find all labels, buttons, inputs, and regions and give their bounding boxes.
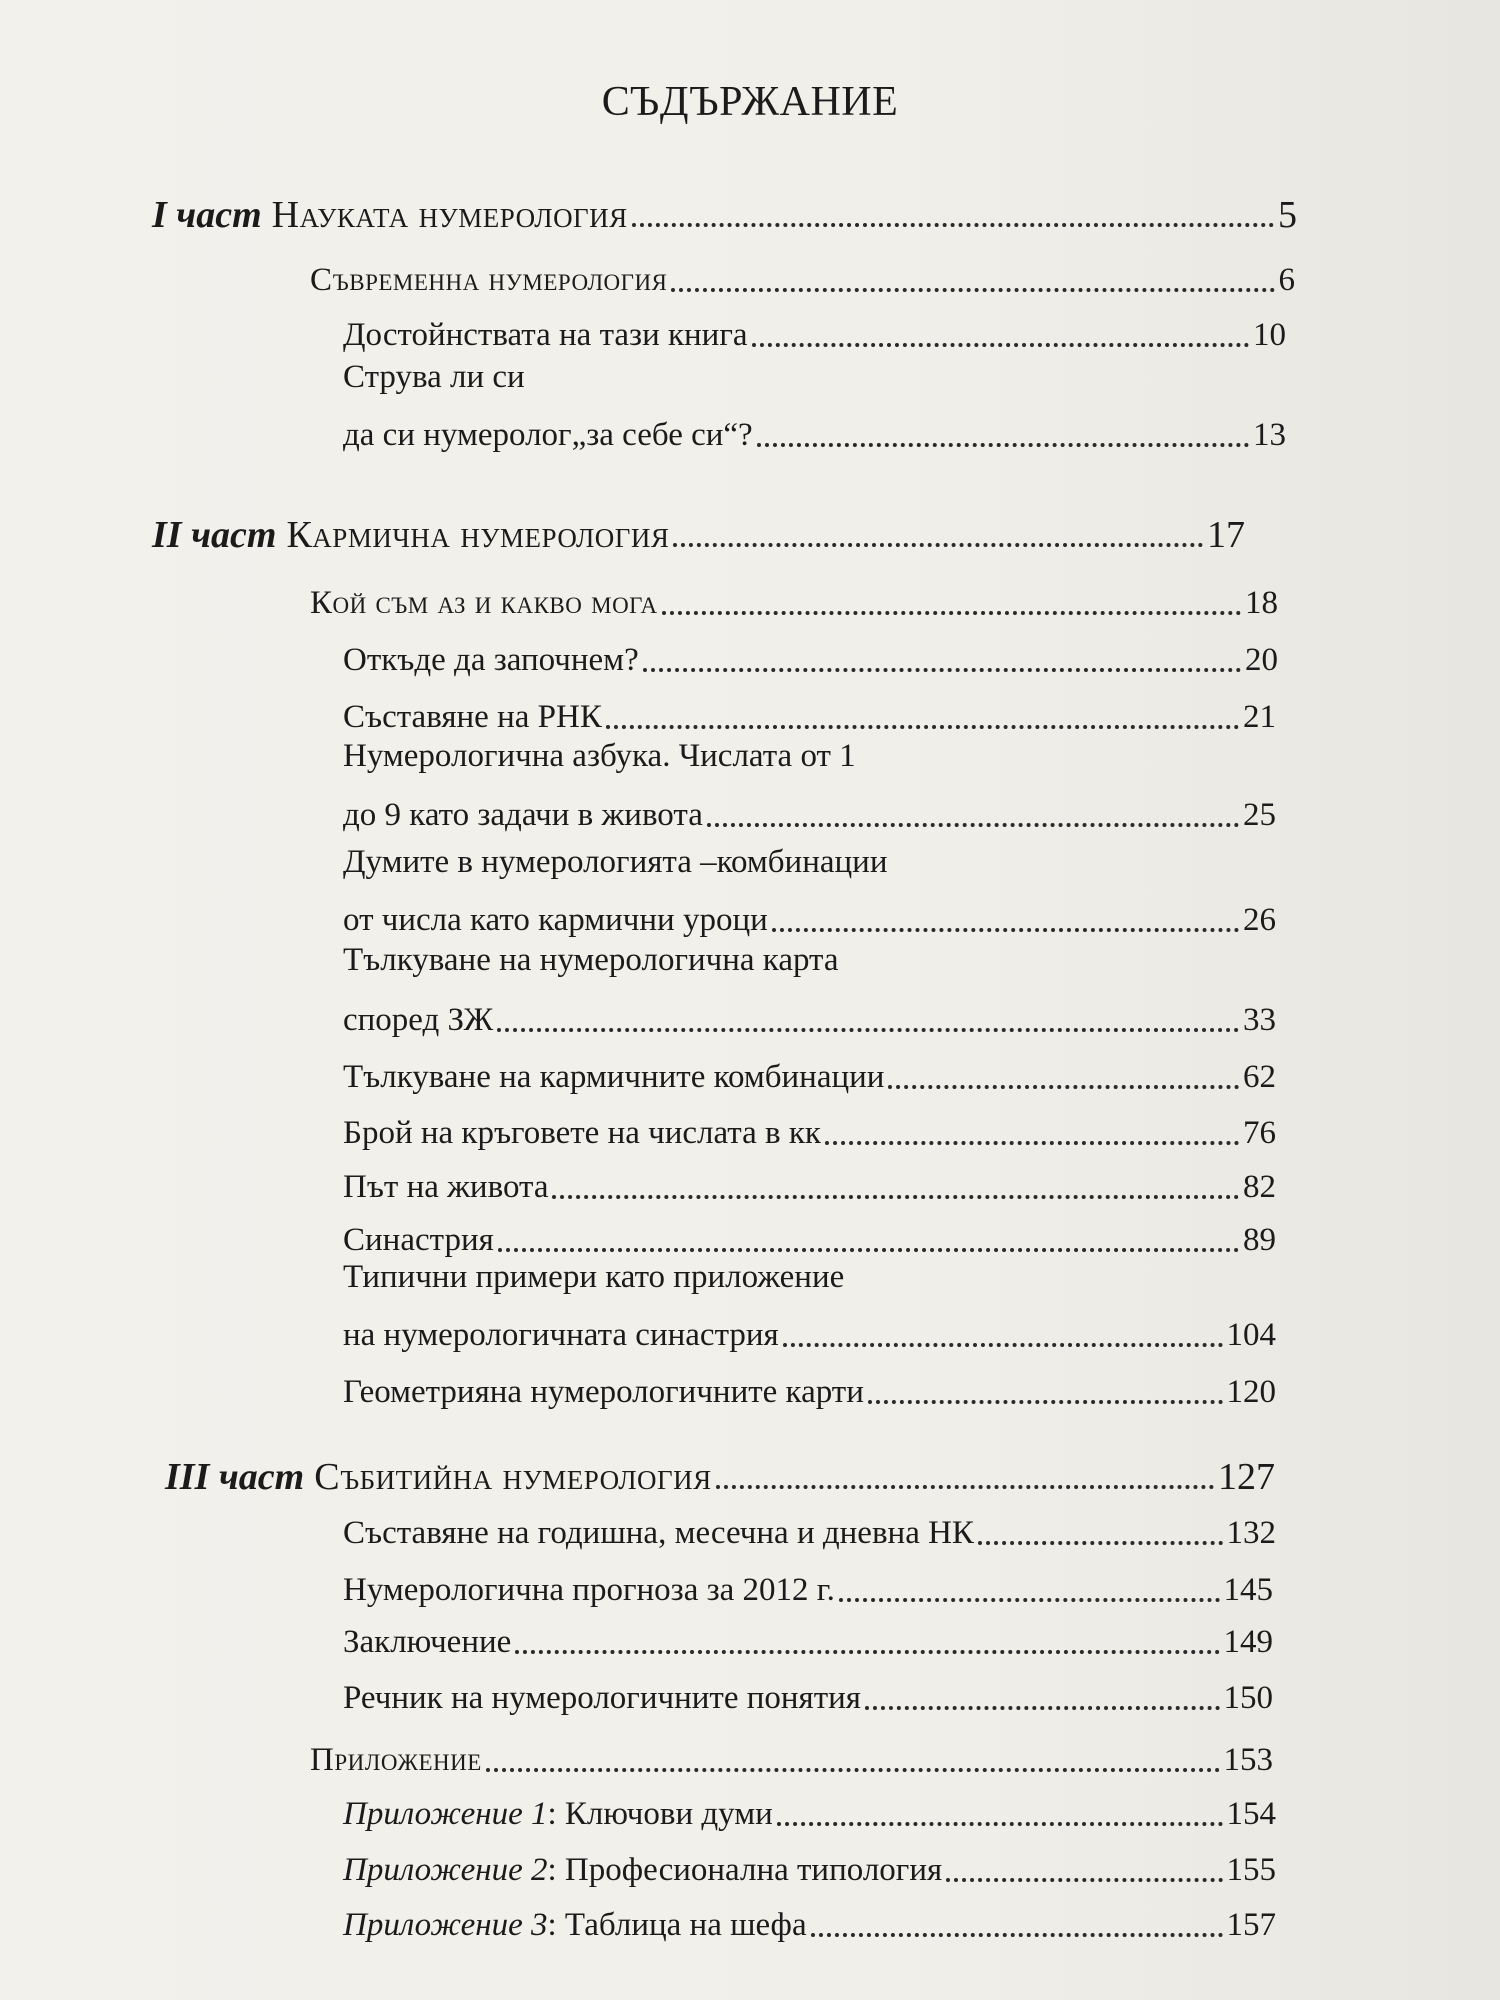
toc-entry [343,405,1286,455]
entry-title-line-2: да си нумеролог„за себе си“? [343,417,753,453]
toc-entry [343,890,1276,940]
page-number: 10 [1253,317,1286,353]
entry-title: Кой съм аз и какво мога [310,585,658,621]
page-number: 153 [1223,1742,1273,1778]
toc-entry [343,1103,1276,1153]
leader-dots [783,1343,1223,1347]
entry-title: Заключение [343,1624,512,1660]
part-title: Събитийна нумерология [314,1456,712,1498]
page-number: 6 [1278,262,1295,298]
page-number: 150 [1223,1680,1273,1716]
toc-entry [343,1612,1273,1662]
toc-entry [343,1503,1276,1553]
page-number: 89 [1243,1222,1276,1258]
entry-title: Речник на нумерологичните понятия [343,1680,861,1716]
entry-title: Брой на кръговете на числата в кк [343,1115,821,1151]
part-title: Науката нумерология [271,194,628,236]
page-number: 18 [1245,585,1278,621]
leader-dots [839,1598,1220,1602]
leader-dots [643,668,1241,672]
toc-entry [310,573,1278,623]
leader-dots [707,823,1239,827]
toc-entry [343,990,1276,1040]
entry-title-line-2: на нумерологичната синастрия [343,1317,779,1353]
leader-dots [811,1933,1223,1937]
leader-dots [515,1650,1219,1654]
leader-dots [552,1195,1239,1199]
appendix-title: : Таблица на шефа [547,1907,807,1943]
entry-title-line-1: Струва ли си [343,359,525,395]
entry-title-line-2: според ЗЖ [343,1002,494,1038]
entry-title: Съвременна нумерология [310,262,668,298]
leader-dots [865,1706,1220,1710]
page-number: 17 [1207,514,1245,556]
toc-entry [343,1668,1273,1718]
entry-title: Съставяне на РНК [343,699,602,735]
page-number: 26 [1243,902,1276,938]
leader-dots [757,443,1249,447]
page-number: 132 [1226,1515,1276,1551]
page-number: 157 [1226,1907,1276,1943]
toc-entry [343,687,1276,737]
leader-dots [671,288,1274,292]
page-number: 5 [1278,194,1297,236]
appendix-label: Приложение 3 [343,1907,548,1943]
toc-entry [343,630,1278,680]
appendix-title: : Професионална типология [547,1852,943,1888]
entry-title-line-2: от числа като кармични уроци [343,902,768,938]
page-number: 155 [1226,1852,1276,1888]
page-number: 13 [1253,417,1286,453]
page-number: 82 [1243,1169,1276,1205]
toc-entry [343,1362,1276,1412]
page-number: 33 [1243,1002,1276,1038]
leader-dots [716,1485,1214,1489]
part-label: III част [165,1456,305,1498]
page-number: 20 [1245,642,1278,678]
part-label: I част [152,194,262,236]
toc-entry [343,1210,1276,1260]
entry-title: Откъде да започнем? [343,642,639,678]
appendix-label: Приложение 2 [343,1852,548,1888]
toc-entry [310,250,1295,300]
entry-title: Нумерологична прогноза за 2012 г. [343,1572,835,1608]
page-number: 149 [1223,1624,1273,1660]
page-number: 127 [1218,1456,1275,1498]
toc-title: СЪДЪРЖАНИЕ [601,79,899,125]
entry-title: Съставяне на годишна, месечна и дневна НК [343,1515,974,1551]
entry-title: Синастрия [343,1222,494,1258]
toc-appendix [343,1784,1276,1834]
leader-dots [777,1822,1223,1826]
leader-dots [825,1141,1239,1145]
entry-title: Тълкуване на кармичните комбинации [343,1059,885,1095]
entry-title-line-1: Типични примери като приложение [343,1259,845,1295]
leader-dots [498,1248,1239,1252]
page-number: 62 [1243,1059,1276,1095]
page-number: 154 [1226,1796,1276,1832]
part-title: Кармична нумерология [286,514,670,556]
leader-dots [606,725,1239,729]
toc-entry [310,1730,1273,1780]
toc-appendix [343,1840,1276,1890]
leader-dots [632,223,1274,227]
toc-entry [343,1157,1276,1207]
part-label: II част [152,514,277,556]
toc-entry [343,785,1276,835]
leader-dots [752,343,1249,347]
entry-title-line-1: Думите в нумерологията –комбинации [343,844,888,880]
toc-part-1 [152,185,1297,235]
toc-entry [343,1305,1276,1355]
appendix-title: : Ключови думи [547,1796,773,1832]
entry-title: Приложение [310,1742,482,1778]
leader-dots [486,1768,1220,1772]
leader-dots [868,1400,1223,1404]
toc-appendix [343,1895,1276,1945]
page-number: 104 [1226,1317,1276,1353]
toc-part-3 [165,1447,1275,1497]
entry-title-line-1: Тълкуване на нумерологична карта [343,942,839,978]
leader-dots [888,1085,1239,1089]
page-number: 145 [1223,1572,1273,1608]
toc-part-2 [152,505,1245,555]
entry-title-line-1: Нумерологична азбука. Числата от 1 [343,738,856,774]
entry-title: Път на живота [343,1169,549,1205]
leader-dots [673,543,1203,547]
entry-title-line-2: до 9 като задачи в живота [343,797,703,833]
leader-dots [978,1541,1223,1545]
page-number: 76 [1243,1115,1276,1151]
page-number: 21 [1243,699,1276,735]
leader-dots [946,1878,1222,1882]
appendix-label: Приложение 1 [343,1796,548,1832]
toc-entry [343,1047,1276,1097]
leader-dots [772,928,1239,932]
toc-entry [343,305,1286,355]
page-number: 120 [1226,1374,1276,1410]
toc-entry [343,1560,1273,1610]
page-number: 25 [1243,797,1276,833]
leader-dots [497,1028,1239,1032]
entry-title: Достойнствата на тази книга [343,317,748,353]
leader-dots [662,611,1241,615]
entry-title: Геометрияна нумерологичните карти [343,1374,864,1410]
